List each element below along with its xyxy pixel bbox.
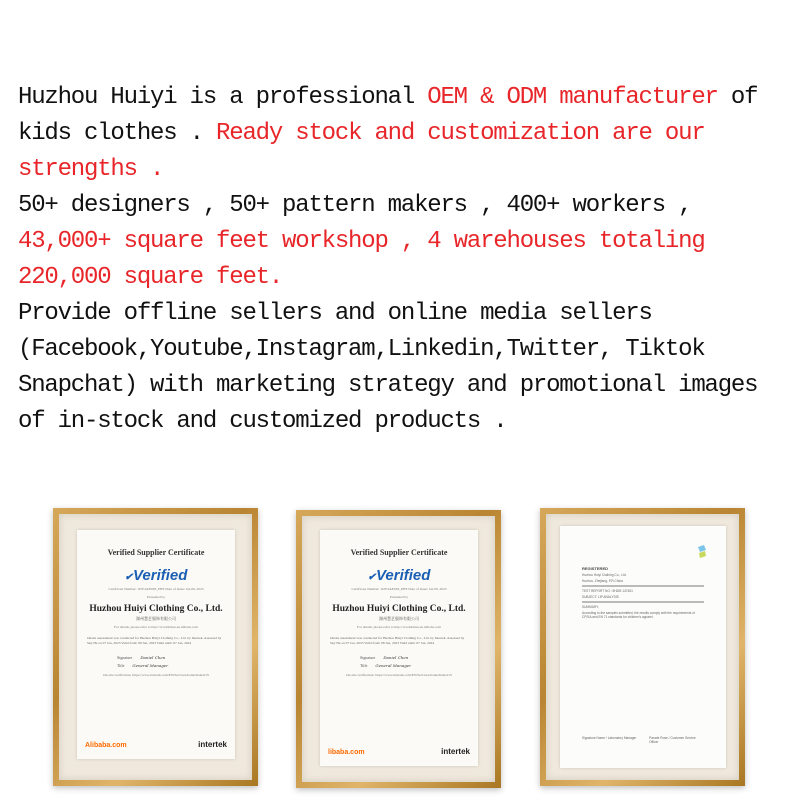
company-name-chinese: 湖州慧艺服饰有限公司	[379, 616, 419, 621]
presented-by-label: Presented by	[390, 595, 408, 599]
certificate-number: Certificate Number: 1DY4AE0Z8_PHT Date of Issue: Jan 09, 2023	[351, 587, 447, 591]
intro-line	[18, 296, 793, 332]
lab-logo-icon	[696, 544, 708, 565]
report-signatures	[582, 736, 704, 744]
intro-line	[18, 80, 793, 116]
report-summary-label: SUMMARY:	[582, 605, 599, 609]
intro-line	[18, 404, 793, 440]
intro-line	[18, 188, 793, 224]
details-text: For details, please refer to http://crwddothes.en.alibaba.com	[114, 625, 198, 629]
report-heading: REGISTERED	[582, 566, 609, 571]
intro-segment: OEM & ODM manufacturer	[427, 84, 718, 111]
intro-segment: of	[717, 84, 758, 111]
frame-mat	[546, 514, 739, 780]
certificate-footer	[328, 742, 470, 756]
signer-title: General Manager	[375, 663, 412, 668]
intro-line	[18, 260, 793, 296]
intertek-logo: intertek	[198, 740, 227, 749]
certificate-title: Verified Supplier Certificate	[350, 548, 448, 557]
company-name-chinese: 湖州慧艺服饰有限公司	[136, 616, 176, 621]
test-report-frame	[540, 508, 745, 786]
signature-block: Signature Daniel Chen Title General Manager	[117, 655, 169, 668]
alibaba-logo: libaba.com	[328, 749, 365, 756]
intro-segment: (Facebook,Youtube,Instagram,Linkedin,Twitter, Tiktok	[18, 336, 705, 363]
verification-url: On-site verification: https://www.intertek.com/EN/Services/home/IndexCN	[346, 673, 452, 677]
intro-segment: Huzhou Huiyi is a professional	[18, 84, 428, 111]
intro-segment: kids clothes .	[18, 120, 217, 147]
certificate-footer	[85, 735, 227, 749]
intro-segment: Provide offline sellers and online media sellers	[18, 300, 652, 327]
presented-by-label: Presented by	[147, 595, 165, 599]
assessment-text: Onsite assessment was conducted for Huzhou Huiyi Clothing Co., Ltd. by Intertek. Assessed by Sky He on 07 Jan, 2023 Valid from: 08 Jan, 2023 Valid until: 07 Jan, 2024	[330, 636, 465, 645]
report-number: TEST REPORT NO.: 5H2IB 147451	[582, 589, 633, 593]
frame-mat	[59, 514, 252, 780]
intro-segment: 220,000 square feet.	[18, 264, 283, 291]
report-line: Huzhou, Zhejiang, P.R.China	[582, 579, 623, 583]
company-name: Huzhou Huiyi Clothing Co., Ltd.	[89, 604, 223, 614]
certificate-frame-1	[53, 508, 258, 786]
signature-block: Signature Daniel Chen Title General Manager	[360, 655, 412, 668]
intro-text	[18, 80, 793, 440]
intro-line	[18, 152, 793, 188]
verified-badge: ✔Verified	[367, 567, 431, 584]
verified-supplier-certificate	[77, 530, 235, 759]
divider	[582, 601, 704, 603]
intro-line	[18, 368, 793, 404]
details-text: For details, please refer to http://crwddothes.en.alibaba.com	[357, 625, 441, 629]
intro-line	[18, 224, 793, 260]
verification-url: On-site verification: https://www.intertek.com/EN/Services/home/IndexCN	[103, 673, 209, 677]
verified-supplier-certificate	[320, 530, 478, 766]
report-line: Huzhou Huiyi Clothing Co., Ltd.	[582, 573, 627, 577]
intro-segment: Ready stock and customization are our	[216, 120, 705, 147]
divider	[582, 585, 704, 587]
company-name: Huzhou Huiyi Clothing Co., Ltd.	[332, 604, 466, 614]
test-report-document	[560, 526, 726, 768]
signature: Daniel Chen	[383, 655, 409, 660]
intro-segment: strengths .	[18, 156, 164, 183]
certificate-frame-2	[296, 510, 501, 788]
intro-line	[18, 116, 793, 152]
checkmark-icon: ✔	[367, 572, 376, 583]
alibaba-logo: Alibaba.com	[85, 742, 127, 749]
signer-title: General Manager	[132, 663, 169, 668]
frame-mat	[302, 516, 495, 782]
intro-segment: 50+ designers , 50+ pattern makers , 400+ workers ,	[18, 192, 692, 219]
intertek-logo: intertek	[441, 747, 470, 756]
checkmark-icon: ✔	[124, 572, 133, 583]
intro-segment: of in-stock and customized products .	[18, 408, 507, 435]
certificate-title: Verified Supplier Certificate	[107, 548, 205, 557]
report-subject: SUBJECT: LIP ANALYSIS	[582, 595, 619, 599]
intro-segment: Snapchat) with marketing strategy and promotional images	[18, 372, 758, 399]
certificate-number: Certificate Number: 1DY4AE0Z8_PHT Date of Issue: Jan 09, 2023	[108, 587, 204, 591]
verified-badge: ✔Verified	[124, 567, 188, 584]
assessment-text: Onsite assessment was conducted for Huzhou Huiyi Clothing Co., Ltd. by Intertek. Assessed by Sky He on 07 Jan, 2023 Valid from: 08 Jan, 2023 Valid until: 07 Jan, 2024	[87, 636, 222, 645]
intro-line	[18, 332, 793, 368]
signature-right: Parade Rose / Customer Service Officer	[649, 736, 696, 744]
report-summary: According to the samples submitted, the results comply with the requirements of CPSIA and EN 71 standards for children's apparel.	[582, 611, 695, 619]
signature: Daniel Chen	[140, 655, 166, 660]
signature-left: Signature Name / Laboratory Manager	[582, 736, 637, 740]
intro-segment: 43,000+ square feet workshop , 4 warehouses totaling	[18, 228, 705, 255]
